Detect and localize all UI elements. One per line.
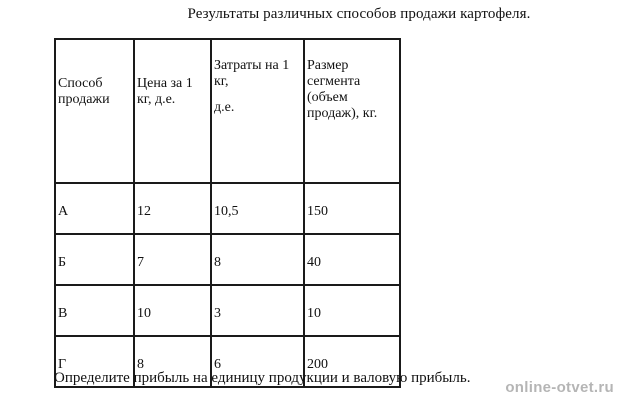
sales-methods-table <box>54 38 401 388</box>
table-row <box>55 234 400 285</box>
cell-text: Б <box>58 255 67 270</box>
header-cost-per-kg <box>211 39 304 183</box>
cell-volume <box>304 183 400 234</box>
cell-text: 12 <box>137 204 151 219</box>
cell-cost <box>211 285 304 336</box>
cell-price <box>134 234 211 285</box>
cell-text: 200 <box>307 357 328 372</box>
cell-text: 40 <box>307 255 321 270</box>
cell-volume <box>304 285 400 336</box>
header-sale-method <box>55 39 134 183</box>
cell-text: 10 <box>307 306 321 321</box>
header-price-per-kg <box>134 39 211 183</box>
header-line: кг, д.е. <box>137 92 176 107</box>
header-line: Цена за 1 <box>137 76 193 91</box>
task-question: Определите прибыль на единицу продукции и валовую прибыль. <box>54 370 471 386</box>
cell-text: 150 <box>307 204 328 219</box>
cell-method <box>55 183 134 234</box>
header-line: (объем <box>307 90 348 105</box>
table-row <box>55 183 400 234</box>
cell-cost <box>211 183 304 234</box>
header-line: Затраты на 1 <box>214 58 290 73</box>
table-row <box>55 285 400 336</box>
cell-text: В <box>58 306 68 321</box>
table-header-row <box>55 39 400 183</box>
header-line: продажи <box>58 92 110 107</box>
cell-price <box>134 183 211 234</box>
header-line: продаж), кг. <box>307 106 378 121</box>
cell-text: 6 <box>214 357 221 372</box>
cell-text: Г <box>58 357 67 372</box>
header-line: Размер <box>307 58 349 73</box>
cell-text: 10 <box>137 306 151 321</box>
cell-text: 8 <box>214 255 221 270</box>
cell-method <box>55 285 134 336</box>
header-line: кг, <box>214 74 229 89</box>
header-gap <box>214 90 303 100</box>
header-line: д.е. <box>214 100 235 115</box>
header-line: сегмента <box>307 74 361 89</box>
cell-text: 10,5 <box>214 204 239 219</box>
cell-volume <box>304 234 400 285</box>
site-watermark: online-otvet.ru <box>505 379 614 396</box>
cell-cost <box>211 234 304 285</box>
cell-text: А <box>58 204 69 219</box>
cell-text: 7 <box>137 255 144 270</box>
cell-text: 8 <box>137 357 144 372</box>
cell-price <box>134 285 211 336</box>
cell-method <box>55 234 134 285</box>
header-line: Способ <box>58 76 103 91</box>
header-segment-size <box>304 39 400 183</box>
page-title: Результаты различных способов продажи картофеля. <box>187 6 531 22</box>
cell-text: 3 <box>214 306 221 321</box>
